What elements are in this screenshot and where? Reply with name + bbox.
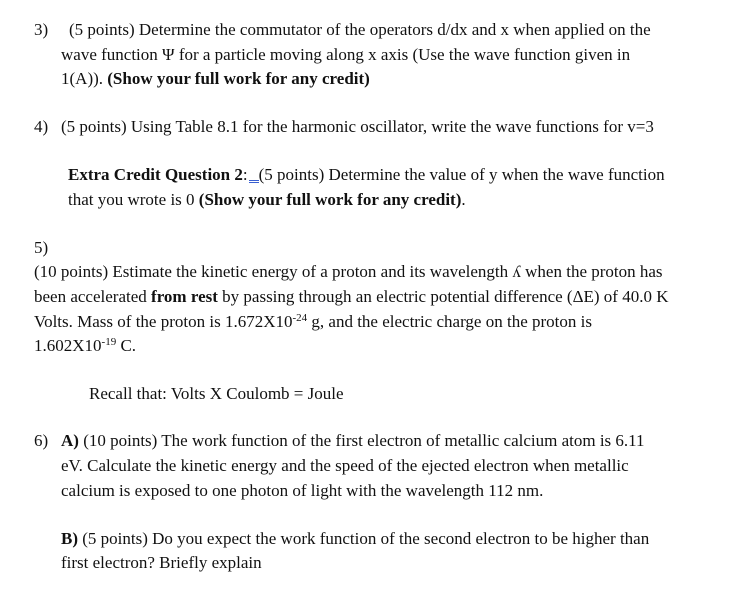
extra-credit-label: Extra Credit Question 2 [68, 165, 243, 184]
exponent: -19 [101, 336, 117, 348]
question-text-line [68, 165, 665, 185]
colon: : [242, 165, 248, 184]
question-text-line: (5 points) Using Table 8.1 for the harmonic oscillator, write the wave functions for v=3 [61, 117, 654, 136]
question-text-line [61, 529, 649, 549]
question-text-line [34, 336, 136, 356]
instruction-bold: (Show your full work for any credit) [198, 190, 462, 209]
question-text: (5 points) Do you expect the work function of the second electron to be higher than [78, 529, 650, 548]
question-text: C. [116, 336, 137, 355]
question-number: 5) [34, 238, 49, 257]
question-text-line: first electron? Briefly explain [61, 553, 262, 572]
question-text-line [34, 287, 669, 307]
part-label: B) [61, 529, 78, 548]
hyperlink-underline[interactable] [249, 166, 259, 183]
question-text: g, and the electric charge on the proton is [307, 312, 592, 331]
question-number: 6) [34, 431, 49, 450]
question-number: 4) [34, 117, 49, 136]
question-text-line: eV. Calculate the kinetic energy and the speed of the ejected electron when metallic [61, 456, 629, 475]
recall-note: Recall that: Volts X Coulomb = Joule [89, 384, 344, 403]
question-text-line [61, 431, 645, 451]
question-number: 3) [34, 20, 49, 39]
question-text-line [68, 190, 466, 210]
question-text: Volts. Mass of the proton is 1.672X10 [34, 312, 293, 331]
question-text-line [34, 312, 592, 332]
period: . [461, 190, 466, 209]
question-text-line: (10 points) Estimate the kinetic energy of a proton and its wavelength ʎ when the proton has [34, 262, 663, 281]
question-text-line: calcium is exposed to one photon of light with the wavelength 112 nm. [61, 481, 544, 500]
emphasis-bold: from rest [151, 287, 218, 306]
question-text: (5 points) Determine the value of y when the wave function [258, 165, 665, 184]
question-text: that you wrote is 0 [68, 190, 195, 209]
exponent: -24 [292, 312, 308, 324]
question-text-line [61, 69, 370, 89]
instruction-bold: (Show your full work for any credit) [107, 69, 370, 88]
question-text: been accelerated [34, 287, 147, 306]
question-text-line: wave function Ψ for a particle moving along x axis (Use the wave function given in [61, 45, 631, 64]
question-text: by passing through an electric potential difference (ΔE) of 40.0 K [222, 287, 669, 306]
part-label: A) [61, 431, 79, 450]
question-text: 1.602X10 [34, 336, 102, 355]
question-text: (10 points) The work function of the first electron of metallic calcium atom is 6.11 [78, 431, 645, 450]
question-text-line: (5 points) Determine the commutator of the operators d/dx and x when applied on the [69, 20, 651, 39]
question-text: 1(A)). [61, 69, 104, 88]
